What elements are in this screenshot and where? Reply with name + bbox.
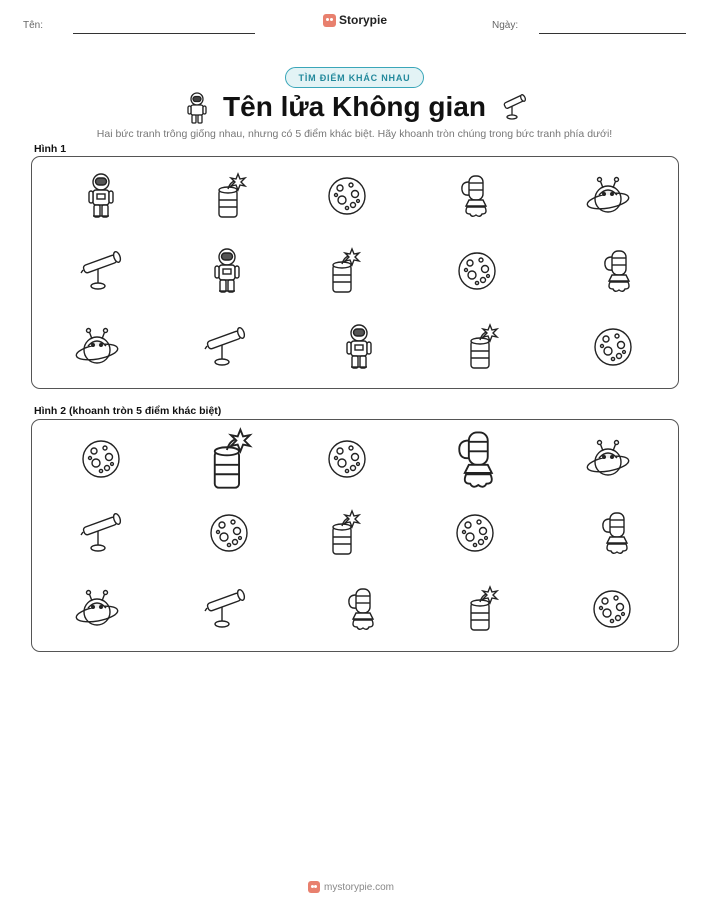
moon-icon: [457, 251, 497, 291]
moon-icon[interactable]: [592, 589, 632, 629]
instructions: Hai bức tranh trông giống nhau, nhưng có 5 điểm khác biệt. Hãy khoanh tròn chúng trong bức tranh phía dưới!: [96, 128, 613, 140]
alien-planet-icon[interactable]: [74, 588, 120, 630]
moon-icon[interactable]: [455, 513, 495, 553]
footer-url[interactable]: mystorypie.com: [324, 881, 395, 893]
date-label: Ngày:: [492, 20, 519, 31]
astronaut-icon: [212, 247, 242, 295]
picture1-label: Hình 1: [34, 143, 67, 155]
footer-storypie-icon: [308, 881, 320, 893]
activity-badge: TÌM ĐIỂM KHÁC NHAU: [285, 67, 424, 88]
firework-can-icon: [214, 172, 248, 220]
telescope-icon: [201, 326, 249, 368]
alien-planet-icon: [585, 175, 631, 217]
rocket-icon: [601, 247, 635, 295]
page-title: Tên lửa Không gian: [223, 91, 486, 122]
telescope-icon[interactable]: [77, 512, 125, 554]
rocket-icon[interactable]: [345, 585, 379, 633]
rocket-icon: [458, 172, 492, 220]
alien-planet-icon: [74, 326, 120, 368]
moon-icon[interactable]: [209, 513, 249, 553]
firework-can-icon[interactable]: [208, 427, 254, 492]
astronaut-icon: [344, 323, 374, 371]
firework-can-icon[interactable]: [466, 585, 500, 633]
storypie-bear-icon: [323, 14, 336, 27]
rocket-icon[interactable]: [454, 427, 500, 492]
moon-icon[interactable]: [327, 439, 367, 479]
firework-can-icon: [328, 247, 362, 295]
rocket-icon[interactable]: [599, 509, 633, 557]
moon-icon: [593, 327, 633, 367]
moon-icon: [327, 176, 367, 216]
alien-planet-icon[interactable]: [585, 438, 631, 480]
astronaut-icon: [86, 172, 116, 220]
name-field[interactable]: [73, 33, 255, 34]
moon-icon[interactable]: [81, 439, 121, 479]
footer: [308, 881, 394, 893]
telescope-icon[interactable]: [201, 588, 249, 630]
picture2-label: Hình 2 (khoanh tròn 5 điểm khác biệt): [34, 405, 222, 417]
firework-can-icon[interactable]: [328, 509, 362, 557]
telescope-icon: [77, 250, 125, 292]
brand-name: Storypie: [339, 13, 388, 27]
name-label: Tên:: [23, 20, 44, 31]
storypie-logo: [323, 13, 387, 27]
date-field[interactable]: [539, 33, 686, 34]
title-telescope-icon: [500, 93, 528, 126]
firework-can-icon: [466, 323, 500, 371]
